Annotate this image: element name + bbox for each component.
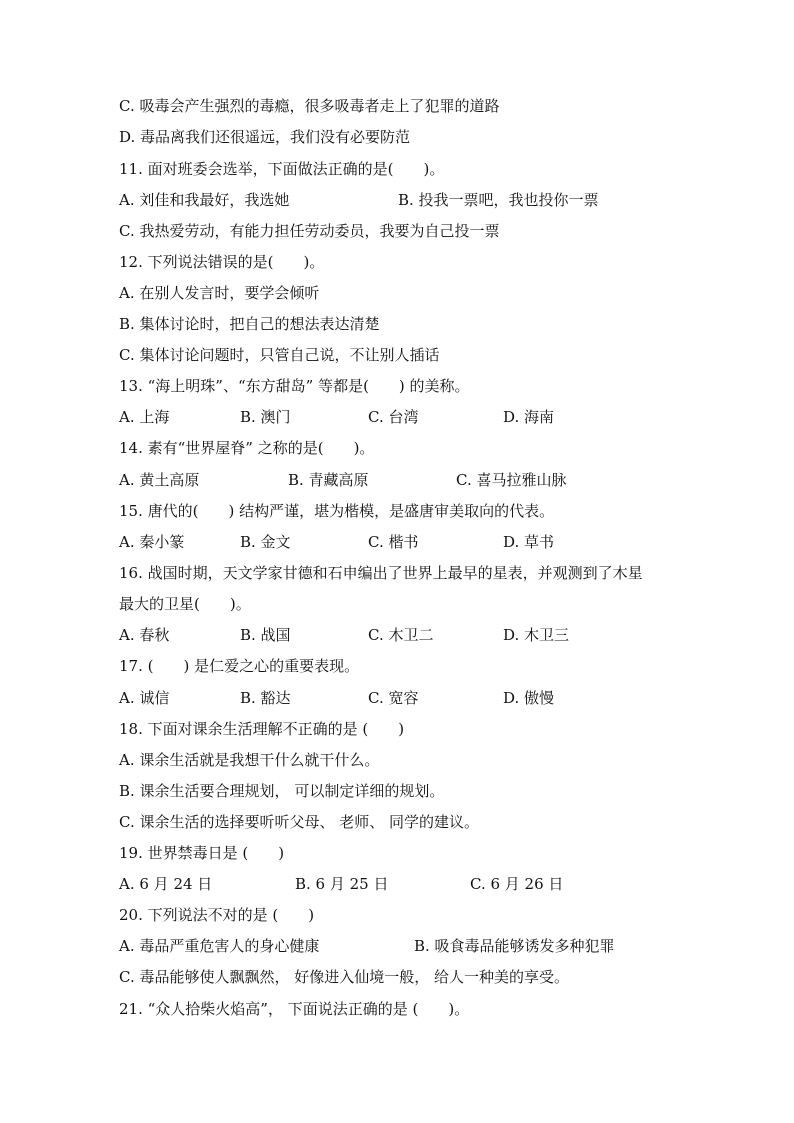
q12-option-c: C. 集体讨论问题时，只管自己说，不让别人插话: [119, 346, 440, 364]
question-11: 11. 面对班委会选举，下面做法正确的是( )。: [119, 160, 445, 178]
question-19: 19. 世界禁毒日是 ( ): [119, 844, 285, 862]
q19-option-a: A. 6 月 24 日: [119, 875, 213, 893]
q14-option-b: B. 青藏高原: [288, 471, 369, 489]
q14-option-c: C. 喜马拉雅山脉: [456, 471, 567, 489]
q16-option-c: C. 木卫二: [368, 626, 434, 644]
q15-option-a: A. 秦小篆: [119, 533, 185, 551]
question-21: 21. “众人拾柴火焰高”， 下面说法正确的是 ( )。: [119, 1000, 470, 1018]
q16-option-a: A. 春秋: [119, 626, 170, 644]
q11-option-a: A. 刘佳和我最好，我选她: [119, 191, 290, 209]
q12-option-a: A. 在别人发言时，要学会倾听: [119, 284, 320, 302]
question-16-continued: 最大的卫星( )。: [119, 595, 251, 613]
q11-option-b: B. 投我一票吧，我也投你一票: [398, 191, 599, 209]
option-d: D. 毒品离我们还很遥远，我们没有必要防范: [119, 128, 411, 146]
q13-option-a: A. 上海: [119, 408, 170, 426]
q13-option-c: C. 台湾: [368, 408, 419, 426]
q20-option-b: B. 吸食毒品能够诱发多种犯罪: [414, 937, 615, 955]
question-18: 18. 下面对课余生活理解不正确的是 ( ): [119, 720, 405, 738]
q18-option-b: B. 课余生活要合理规划， 可以制定详细的规划。: [119, 782, 445, 800]
q16-option-b: B. 战国: [240, 626, 291, 644]
q19-option-b: B. 6 月 25 日: [295, 875, 389, 893]
question-14: 14. 素有“世界屋脊” 之称的是( )。: [119, 439, 375, 457]
question-13: 13. “海上明珠”、“东方甜岛” 等都是( ) 的美称。: [119, 377, 470, 395]
q18-option-a: A. 课余生活就是我想干什么就干什么。: [119, 751, 380, 769]
option-c: C. 吸毒会产生强烈的毒瘾，很多吸毒者走上了犯罪的道路: [119, 97, 500, 115]
q13-option-b: B. 澳门: [240, 408, 291, 426]
q12-option-b: B. 集体讨论时，把自己的想法表达清楚: [119, 315, 380, 333]
q20-option-a: A. 毒品严重危害人的身心健康: [119, 937, 320, 955]
question-16: 16. 战国时期，天文学家甘德和石申编出了世界上最早的星表，并观测到了木星: [119, 564, 643, 582]
q18-option-c: C. 课余生活的选择要听听父母、 老师、 同学的建议。: [119, 813, 480, 831]
question-20: 20. 下列说法不对的是 ( ): [119, 906, 315, 924]
q17-option-c: C. 宽容: [368, 689, 419, 707]
question-12: 12. 下列说法错误的是( )。: [119, 253, 325, 271]
q19-option-c: C. 6 月 26 日: [470, 875, 564, 893]
q15-option-b: B. 金文: [240, 533, 291, 551]
question-17: 17. ( ) 是仁爱之心的重要表现。: [119, 657, 360, 675]
q13-option-d: D. 海南: [503, 408, 555, 426]
q15-option-d: D. 草书: [503, 533, 555, 551]
question-15: 15. 唐代的( ) 结构严谨，堪为楷模，是盛唐审美取向的代表。: [119, 502, 555, 520]
q16-option-d: D. 木卫三: [503, 626, 570, 644]
q17-option-b: B. 豁达: [240, 689, 291, 707]
q17-option-a: A. 诚信: [119, 689, 170, 707]
q14-option-a: A. 黄土高原: [119, 471, 200, 489]
q15-option-c: C. 楷书: [368, 533, 419, 551]
q11-option-c: C. 我热爱劳动，有能力担任劳动委员，我要为自己投一票: [119, 222, 500, 240]
q17-option-d: D. 傲慢: [503, 689, 555, 707]
q20-option-c: C. 毒品能够使人飘飘然， 好像进入仙境一般， 给人一种美的享受。: [119, 968, 570, 986]
